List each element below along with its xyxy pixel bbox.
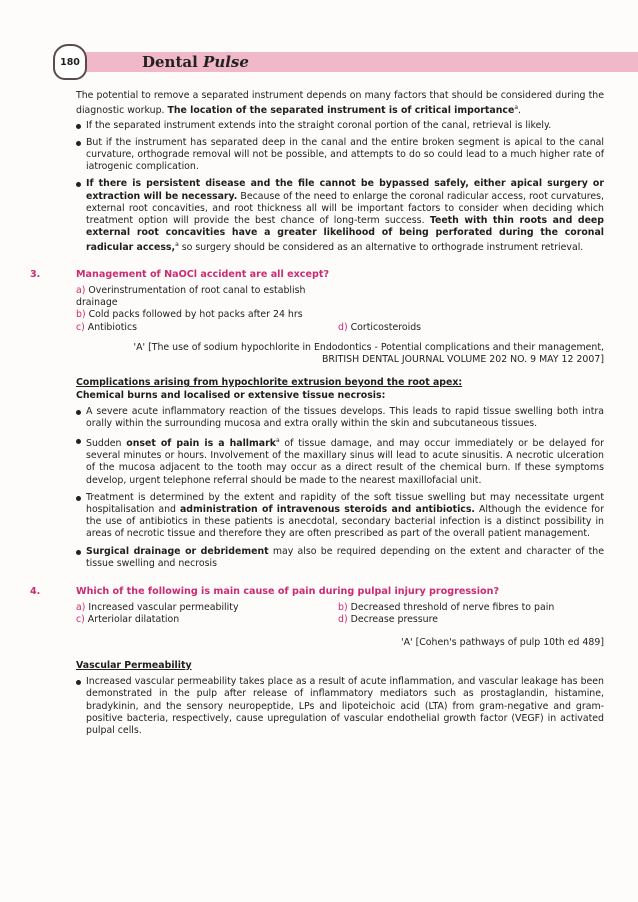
intro-paragraph: The potential to remove a separated instrument depends on many factors that should be considered during the diagnostic workup. The location of the separated instrument is of critical importance$^a$. <box>76 90 604 117</box>
list-item: Sudden onset of pain is a hallmark$^a$ of tissue damage, and may occur immediately or be delayed for several minutes or hours. Involvement of the maxillary sinus will lead to acute sinusitis. A necrotic ulceration of the mucosa adjacent to the tooth may occur as a direct result of the chemical burn. If these symptoms develop, urgent telephone referral should be made to the nearest maxillofacial unit. <box>86 436 604 486</box>
section-subheading: Chemical burns and localised or extensive tissue necrosis: <box>76 390 386 402</box>
page-content <box>28 90 604 742</box>
option-d: d) Decrease pressure <box>338 614 439 626</box>
section-heading: Complications arising from hypochlorite extrusion beyond the root apex: <box>76 377 463 389</box>
question-4-options <box>76 602 604 626</box>
list-item: But if the instrument has separated deep in the canal and the entire broken segment is apical to the canal curvature, orthograde removal will not be possible, and attempts to do so could lead to a much higher rate of iatrogenic complication. <box>86 136 604 173</box>
option-c: c) Arteriolar dilatation <box>76 614 180 626</box>
question-3: 3. Management of NaOCl accident are all except? <box>30 268 330 280</box>
section-heading: Vascular Permeability <box>76 659 192 671</box>
brand-script: Pulse <box>203 53 249 71</box>
option-d: d) Corticosteroids <box>338 321 422 333</box>
list-item: If the separated instrument extends into the straight coronal portion of the canal, retrieval is likely. <box>86 120 604 132</box>
question-4: 4. Which of the following is main cause of pain during pulpal injury progression? <box>30 586 500 598</box>
list-item: Surgical drainage or debridement may also be required depending on the extent and character of the tissue swelling and necrosis <box>86 545 604 569</box>
option-b: b) Decreased threshold of nerve fibres to pain <box>338 602 555 614</box>
answer-reference: 'A' [The use of sodium hypochlorite in Endodontics - Potential complications and their management, BRITISH DENTAL JOURNAL VOLUME 202 NO. 9 MAY 12 2007] <box>133 341 604 365</box>
list-item: If there is persistent disease and the file cannot be bypassed safely, either apical surgery or extraction will be necessary. Because of the need to enlarge the coronal radicular access, root curvatures, external root concavities, and root thickness all will be important factors to consider when deciding which treatment option will provide the best chance of long-term success. Teeth with thin roots and deep external root concavities have a greater likelihood of being perforated during the coronal radicular access,$^a$ so surgery should be considered as an alternative to orthograde instrument retrieval. <box>86 178 604 254</box>
tooth-icon <box>53 44 87 80</box>
brand-title <box>142 52 249 72</box>
answer-reference: 'A' [Cohen's pathways of pulp 10th ed 489] <box>401 636 604 648</box>
option-a: a) Increased vascular permeability <box>76 602 239 614</box>
option-a: a) Overinstrumentation of root canal to establish drainage <box>76 284 306 309</box>
list-item: Treatment is determined by the extent and rapidity of the soft tissue swelling but may necessitate urgent hospitalisation and administration of intravenous steroids and antibiotics. Although the evidence for the use of antibiotics in these patients is anecdotal, secondary bacterial infection is a distinct possibility in areas of necrotic tissue and therefore they are often prescribed as part of the overall patient management. <box>86 491 604 540</box>
list-item: A severe acute inflammatory reaction of the tissues develops. This leads to rapid tissue swelling both intra orally within the surrounding mucosa and extra orally within the skin and subcutaneous tissues. <box>86 405 604 429</box>
page-number: 180 <box>60 57 80 68</box>
question-3-options <box>76 285 604 334</box>
option-b: b) Cold packs followed by hot packs after 24 hrs <box>76 309 303 321</box>
list-item: Increased vascular permeability takes place as a result of acute inflammation, and vascular leakage has been demonstrated in the pulp after release of inflammatory mediators such as prostaglandin, histamine, bradykinin, and the sensory neuropeptide, LPs and lipoteichoic acid (LTA) from gram-negative and gram-positive bacteria, respectively, cause upregulation of vascular endothelial growth factor (VEGF) in activated pulpal cells. <box>86 676 604 736</box>
option-c: c) Antibiotics <box>76 321 138 333</box>
brand-name: Dental <box>142 53 198 71</box>
